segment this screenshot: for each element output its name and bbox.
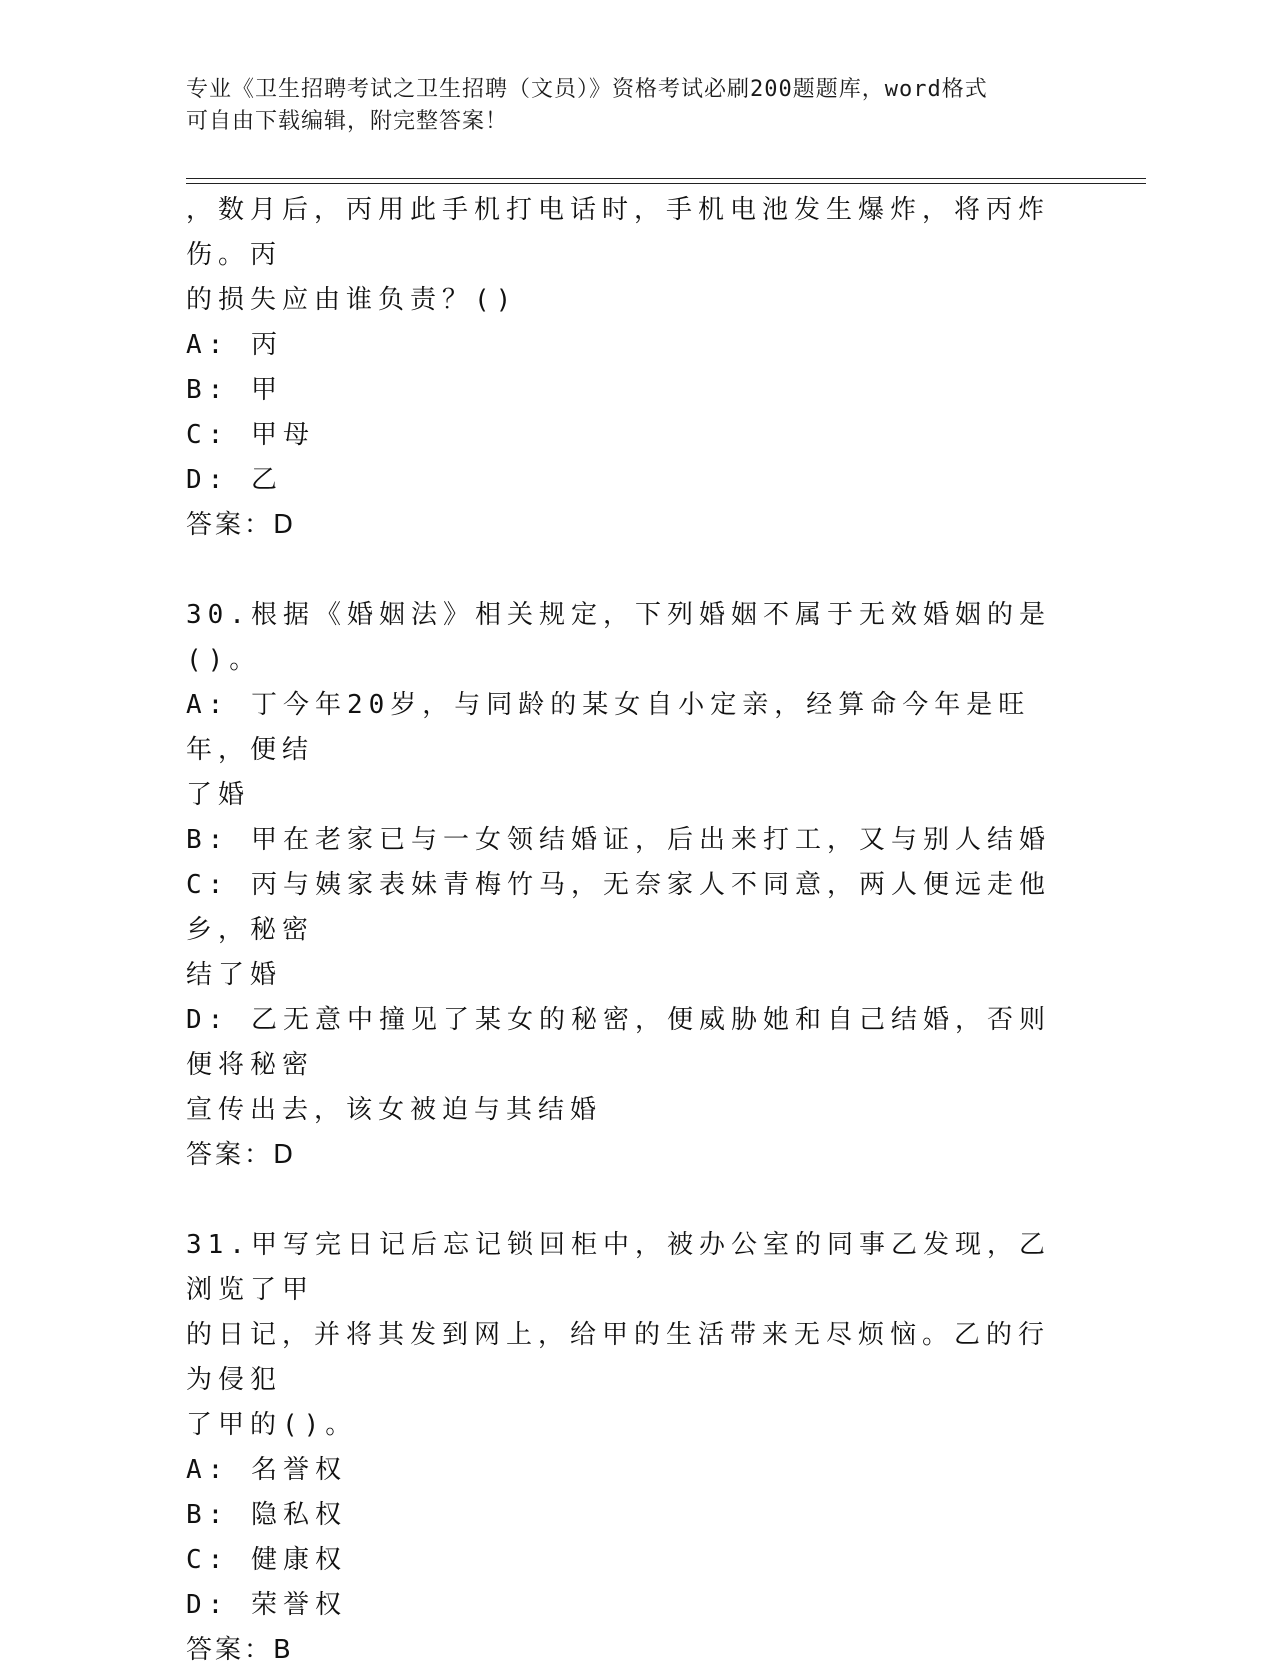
question-31 xyxy=(186,1223,1066,1673)
option-a-line: 了婚 xyxy=(186,780,251,810)
option-c-line: C: 丙与姨家表妹青梅竹马，无奈家人不同意，两人便远走他乡，秘密 xyxy=(186,870,1051,945)
option-a-line: A: 丁今年20岁，与同龄的某女自小定亲，经算命今年是旺年，便结 xyxy=(186,690,1031,765)
option-a: A: 名誉权 xyxy=(186,1455,347,1485)
answer-line: 答案：D xyxy=(186,510,297,540)
option-a: A: 丙 xyxy=(186,330,283,360)
answer-line: 答案：D xyxy=(186,1140,297,1170)
option-b: B: 甲 xyxy=(186,375,283,405)
option-d-line: D: 乙无意中撞见了某女的秘密，便威胁她和自己结婚，否则便将秘密 xyxy=(186,1005,1051,1080)
question-stem-line: 的损失应由谁负责？() xyxy=(186,285,518,315)
option-b: B: 隐私权 xyxy=(186,1500,347,1530)
question-stem-line: ，数月后，丙用此手机打电话时，手机电池发生爆炸，将丙炸伤。丙 xyxy=(186,195,1051,270)
question-29-continued xyxy=(186,188,1066,548)
option-c: C: 甲母 xyxy=(186,420,315,450)
question-stem-line: 的日记，并将其发到网上，给甲的生活带来无尽烦恼。乙的行为侵犯 xyxy=(186,1320,1051,1395)
header-title-line-1: 专业《卫生招聘考试之卫生招聘（文员）》资格考试必刷200题题库，word格式 xyxy=(186,77,988,102)
question-stem-line: 了甲的()。 xyxy=(186,1410,358,1440)
answer-line: 答案：B xyxy=(186,1635,294,1665)
header-divider-bottom xyxy=(186,183,1146,184)
document-header xyxy=(186,74,1066,138)
question-30 xyxy=(186,593,1066,1178)
header-divider-top xyxy=(186,178,1146,179)
option-d: D: 乙 xyxy=(186,465,283,495)
option-b: B: 甲在老家已与一女领结婚证，后出来打工，又与别人结婚 xyxy=(186,825,1051,855)
question-spacer xyxy=(186,1178,1066,1223)
question-stem-line: 30.根据《婚姻法》相关规定，下列婚姻不属于无效婚姻的是()。 xyxy=(186,600,1051,675)
question-list xyxy=(186,188,1066,1673)
question-stem-line: 31.甲写完日记后忘记锁回柜中，被办公室的同事乙发现，乙浏览了甲 xyxy=(186,1230,1051,1305)
option-d: D: 荣誉权 xyxy=(186,1590,347,1620)
option-c-line: 结了婚 xyxy=(186,960,283,990)
header-title-line-2: 可自由下载编辑，附完整答案！ xyxy=(186,109,509,134)
question-spacer xyxy=(186,548,1066,593)
option-d-line: 宣传出去，该女被迫与其结婚 xyxy=(186,1095,603,1125)
option-c: C: 健康权 xyxy=(186,1545,347,1575)
